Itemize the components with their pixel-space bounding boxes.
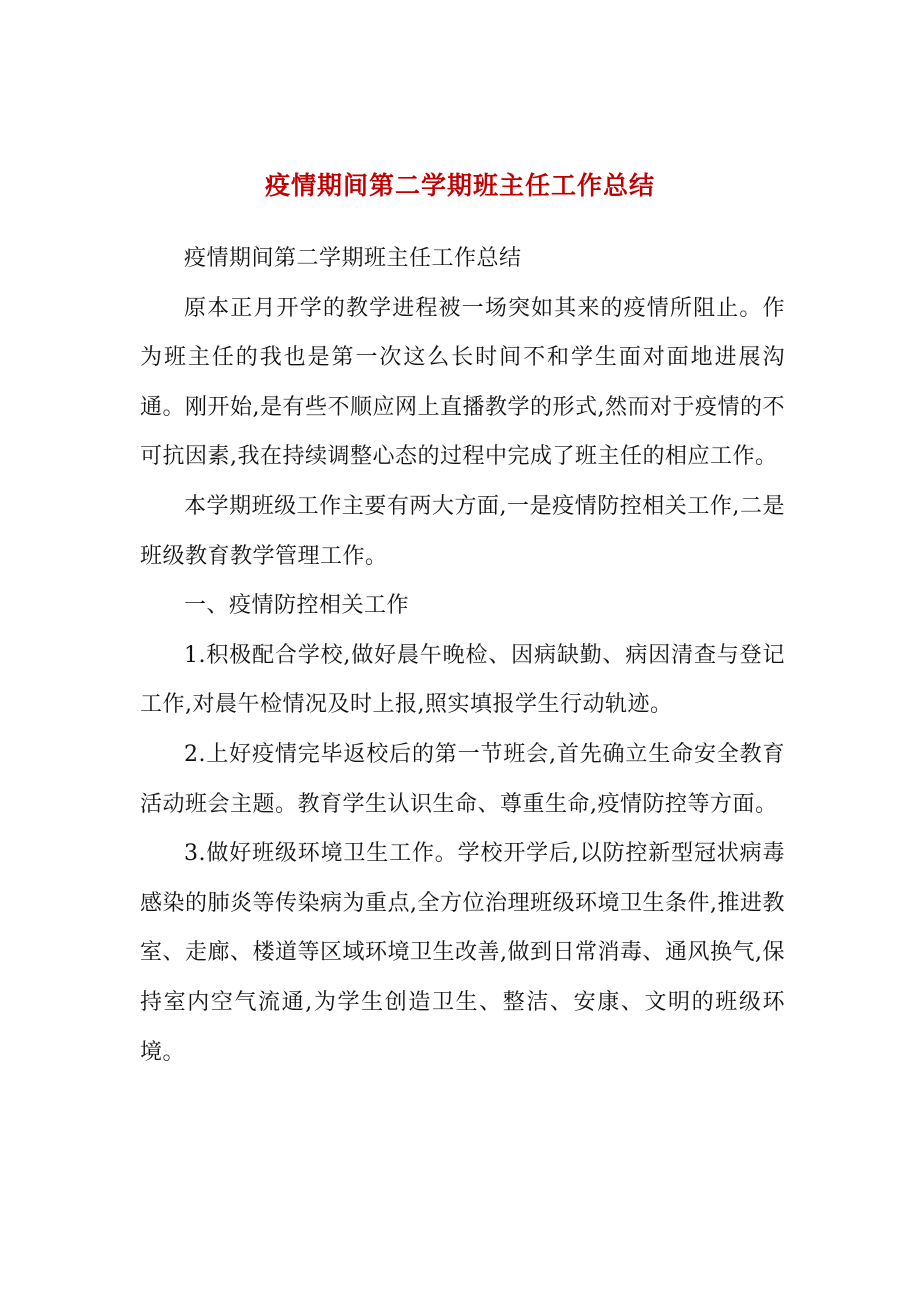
list-item-3: 3.做好班级环境卫生工作。学校开学后,以防控新型冠状病毒感染的肺炎等传染病为重点,全方位治理班级环境卫生条件,推进教室、走廊、楼道等区域环境卫生改善,做到日常消毒、通风换气,保持室内空气流通,为学生创造卫生、整洁、安康、文明的班级环境。 (140, 841, 785, 1065)
section-heading-epidemic: 一、疫情防控相关工作 (184, 593, 410, 619)
paragraph-subtitle: 疫情期间第二学期班主任工作总结 (184, 246, 522, 271)
document-body (140, 234, 785, 1077)
paragraph-overview: 本学期班级工作主要有两大方面,一是疫情防控相关工作,二是班级教育教学管理工作。 (140, 493, 785, 569)
list-item-2: 2.上好疫情完毕返校后的第一节班会,首先确立生命安全教育活动班会主题。教育学生认识生命、尊重生命,疫情防控等方面。 (140, 741, 785, 817)
document-title: 疫情期间第二学期班主任工作总结 (264, 171, 655, 200)
paragraph-intro: 原本正月开学的教学进程被一场突如其来的疫情所阻止。作为班主任的我也是第一次这么长时间不和学生面对面地进展沟通。刚开始,是有些不顺应网上直播教学的形式,然而对于疫情的不可抗因素,我在持续调整心态的过程中完成了班主任的相应工作。 (140, 295, 785, 470)
list-item-1: 1.积极配合学校,做好晨午晚检、因病缺勤、病因清查与登记工作,对晨午检情况及时上报,照实填报学生行动轨迹。 (140, 642, 785, 718)
